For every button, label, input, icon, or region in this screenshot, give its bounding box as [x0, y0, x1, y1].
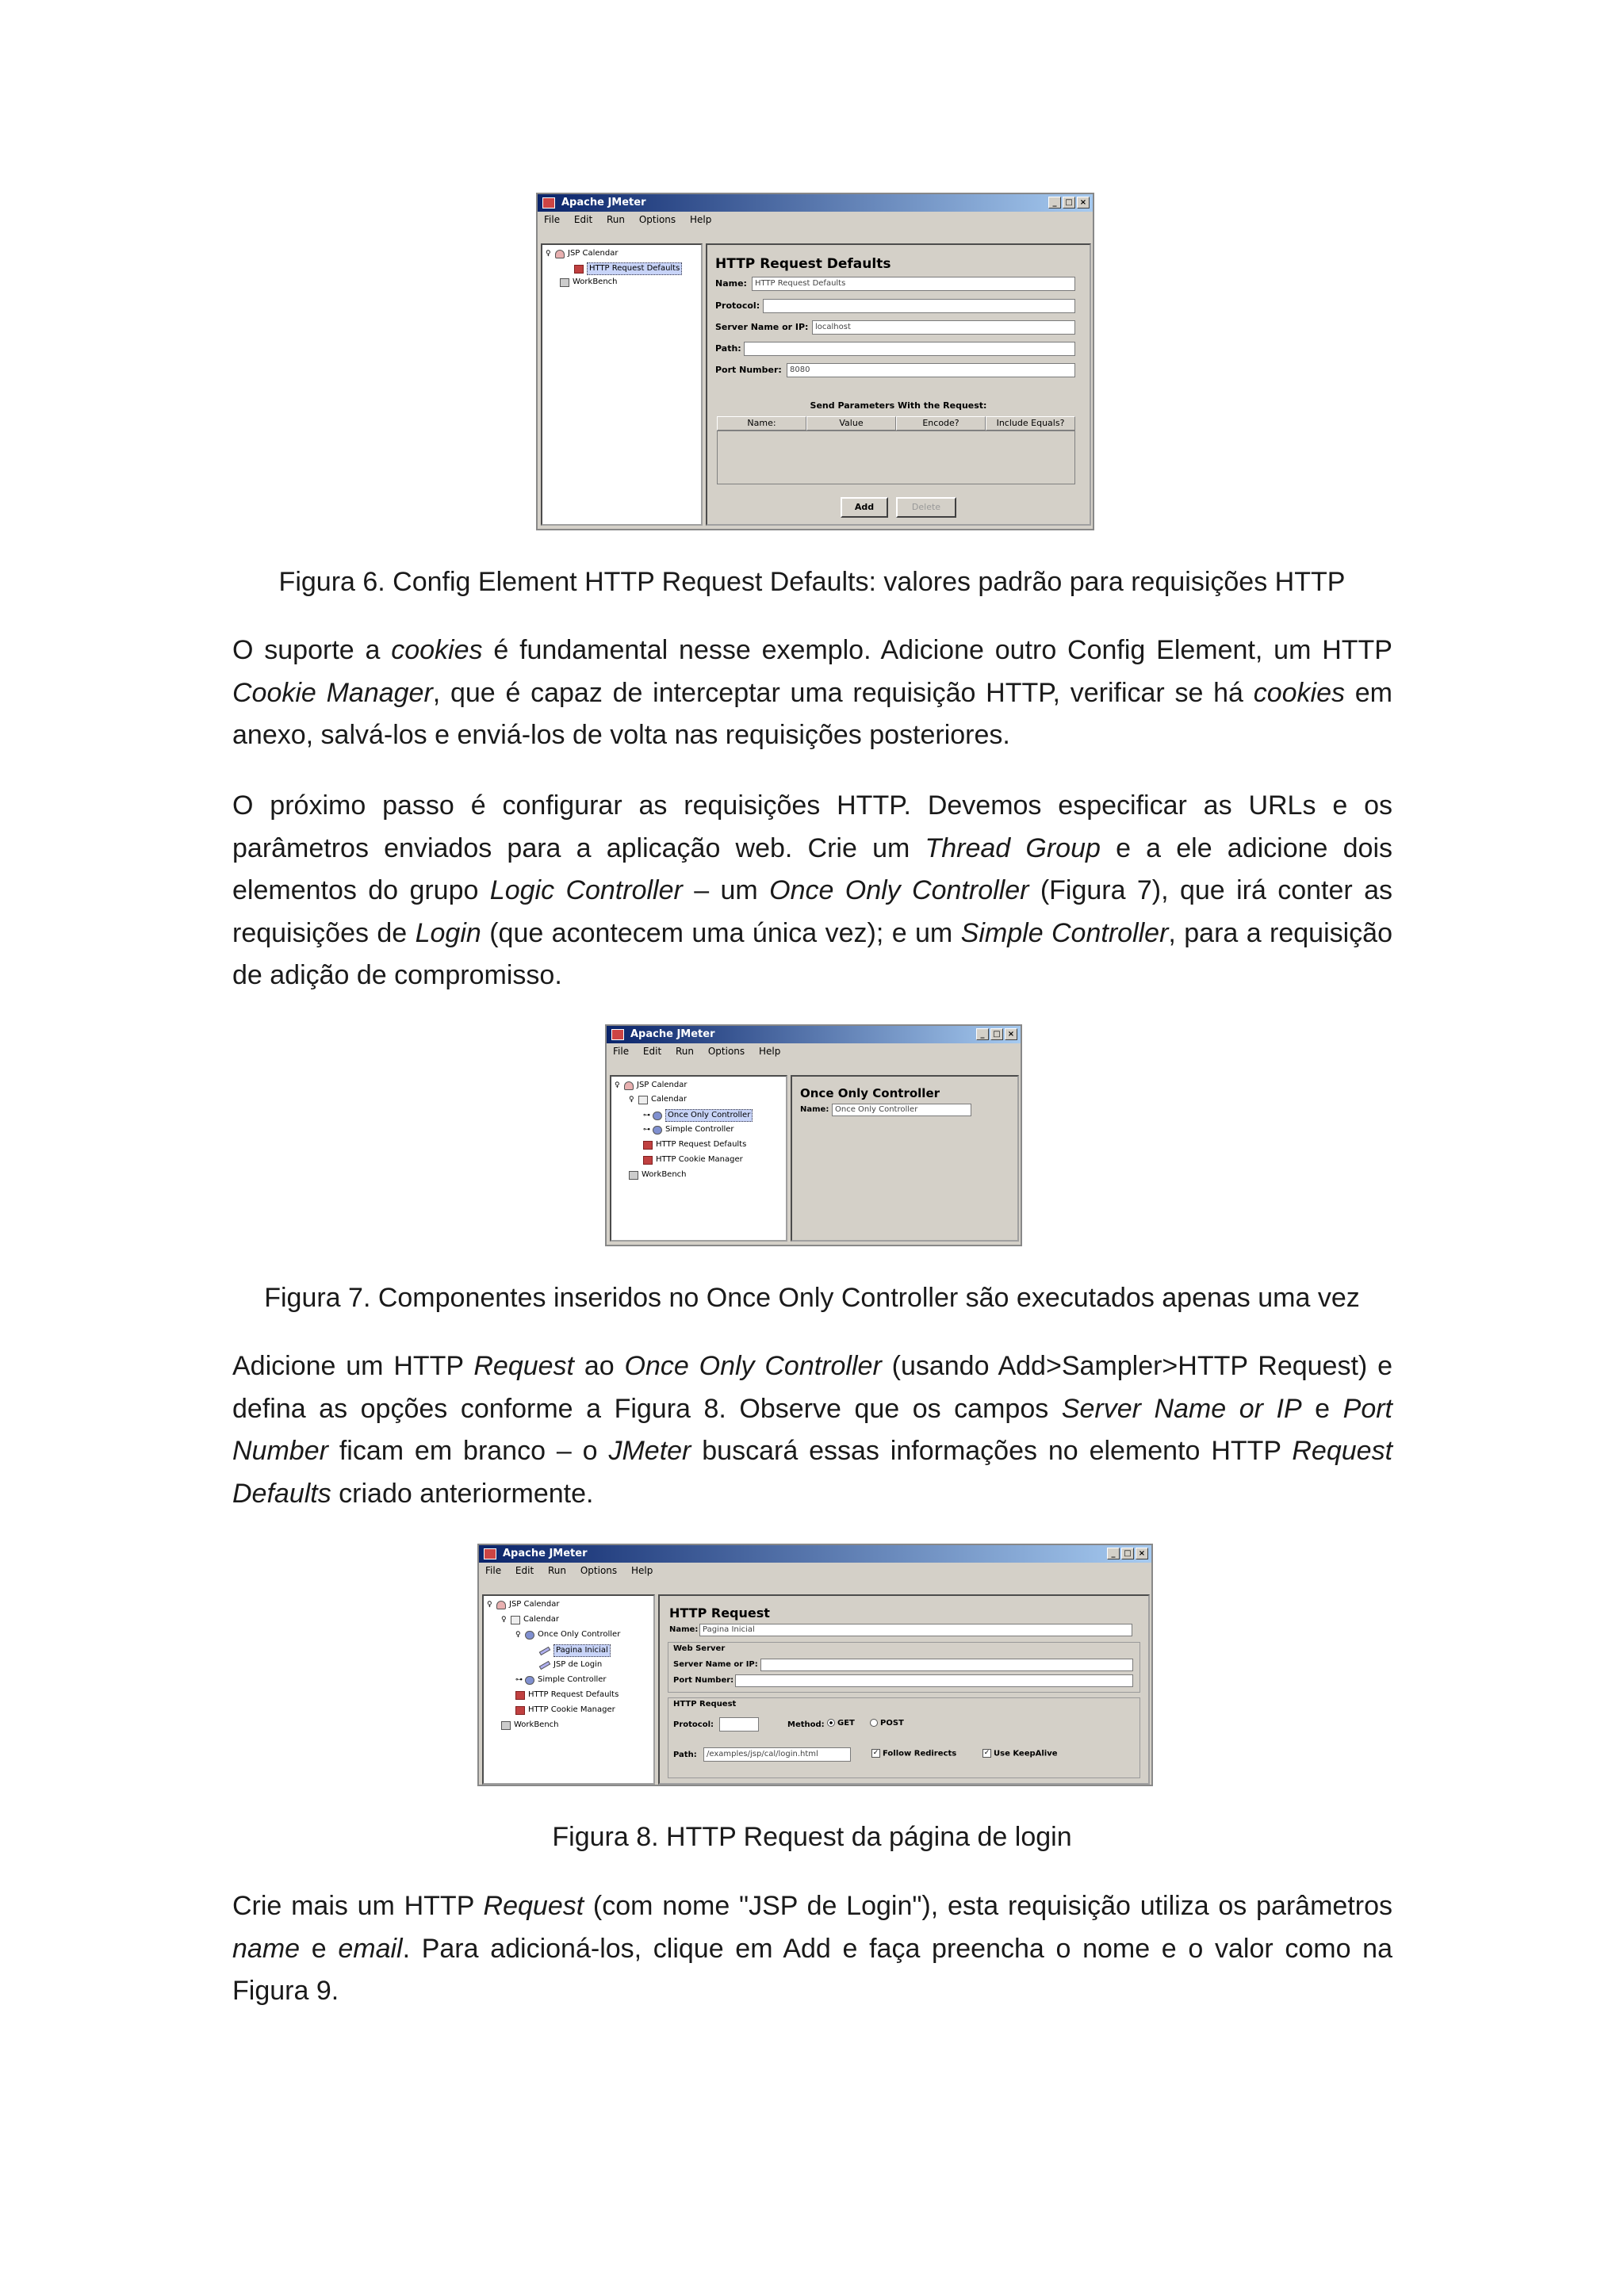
column-name[interactable]: Name:	[717, 416, 806, 430]
logic-controller-icon	[525, 1676, 534, 1685]
config-element-icon	[515, 1691, 525, 1700]
tree-expand-icon[interactable]: ♀	[615, 1081, 620, 1089]
close-icon[interactable]: ×	[1077, 197, 1090, 209]
name-field[interactable]: Once Only Controller	[832, 1104, 971, 1116]
menu-options[interactable]: Options	[580, 1565, 618, 1576]
tree-node-once-only-controller[interactable]: ♀ Once Only Controller	[515, 1630, 621, 1639]
http-request-panel	[658, 1594, 1150, 1785]
panel-title: HTTP Request Defaults	[715, 256, 891, 272]
tree-expand-icon[interactable]: ♀	[487, 1601, 492, 1609]
tree-node-http-request-defaults[interactable]: HTTP Request Defaults	[515, 1689, 619, 1701]
figure-7-jmeter-window	[605, 1024, 1022, 1246]
port-field[interactable]	[735, 1674, 1133, 1687]
menu-edit[interactable]: Edit	[515, 1565, 534, 1576]
parameters-table-body[interactable]	[717, 430, 1075, 484]
figure-8-caption: Figura 8. HTTP Request da página de login	[552, 1822, 1072, 1852]
test-plan-tree	[541, 243, 703, 526]
tree-node-pagina-inicial[interactable]: Pagina Inicial	[539, 1644, 611, 1657]
tree-node-simple-controller[interactable]: ⊶ Simple Controller	[515, 1675, 607, 1684]
window-controls	[1107, 1548, 1148, 1559]
tree-node-jsp-calendar[interactable]: ♀ JSP Calendar	[615, 1081, 688, 1089]
test-plan-icon	[496, 1601, 506, 1609]
name-label: Name:	[800, 1105, 829, 1114]
tree-node-workbench[interactable]: WorkBench	[560, 277, 618, 288]
logic-controller-icon	[653, 1112, 662, 1120]
http-request-title: HTTP Request	[673, 1700, 737, 1709]
menu-file[interactable]: File	[613, 1046, 630, 1057]
use-keepalive-checkbox[interactable]: ✓ Use KeepAlive	[983, 1749, 1058, 1758]
radio-unselected-icon	[870, 1719, 878, 1727]
path-field[interactable]	[744, 342, 1075, 356]
server-field[interactable]: localhost	[812, 320, 1075, 335]
tree-expand-icon[interactable]: ♀	[546, 250, 551, 258]
workbench-icon	[501, 1721, 511, 1730]
name-field[interactable]: HTTP Request Defaults	[752, 277, 1075, 291]
once-only-controller-panel	[791, 1075, 1019, 1242]
menu-help[interactable]: Help	[758, 1046, 781, 1057]
server-label: Server Name or IP:	[715, 322, 809, 332]
port-field[interactable]: 8080	[787, 363, 1075, 377]
close-icon[interactable]: ×	[1136, 1548, 1148, 1559]
tree-node-http-cookie-manager[interactable]: HTTP Cookie Manager	[643, 1154, 743, 1165]
menu-file[interactable]: File	[544, 214, 561, 225]
minimize-icon[interactable]: _	[1048, 197, 1061, 209]
tree-node-jsp-calendar[interactable]: ♀ JSP Calendar	[487, 1600, 560, 1609]
tree-collapse-icon[interactable]: ⊶	[643, 1112, 650, 1119]
port-label: Port Number:	[673, 1676, 734, 1685]
window-title-bar	[538, 194, 1093, 212]
http-request-defaults-panel	[706, 243, 1091, 526]
menu-options[interactable]: Options	[707, 1046, 745, 1057]
config-element-icon	[515, 1706, 525, 1715]
logic-controller-icon	[525, 1631, 534, 1640]
tree-node-http-cookie-manager[interactable]: HTTP Cookie Manager	[515, 1705, 615, 1716]
window-title-bar	[479, 1545, 1151, 1563]
menu-run[interactable]: Run	[607, 214, 626, 225]
paragraph-http-requests: O próximo passo é configurar as requisições HTTP. Devemos especificar as URLs e os parâmetros enviados para a aplicação web. Crie um Thread Group e a ele adicione dois elementos do grupo Logic Controller – um Once Only Controller (Figura 7), que irá conter as requisições de Login (que acontecem uma única vez); e um Simple Controller, para a requisição de adição de compromisso.	[232, 790, 1393, 990]
tree-node-http-request-defaults[interactable]: HTTP Request Defaults	[643, 1139, 746, 1150]
protocol-field[interactable]	[763, 299, 1075, 313]
figure-8-jmeter-window	[477, 1544, 1153, 1786]
path-label: Path:	[715, 343, 741, 354]
maximize-icon[interactable]: □	[990, 1028, 1003, 1040]
thread-group-icon	[638, 1096, 648, 1104]
method-get-option[interactable]: GET	[827, 1719, 855, 1728]
config-element-icon	[574, 265, 584, 274]
close-icon[interactable]: ×	[1005, 1028, 1017, 1040]
menu-bar	[607, 1043, 1021, 1059]
parameters-table-header	[717, 416, 1075, 430]
figure-6-jmeter-window	[536, 193, 1094, 530]
menu-file[interactable]: File	[485, 1565, 502, 1576]
panel-title: Once Only Controller	[800, 1086, 940, 1100]
test-plan-icon	[555, 250, 565, 258]
maximize-icon[interactable]: □	[1121, 1548, 1134, 1559]
config-element-icon	[643, 1156, 653, 1165]
path-label: Path:	[673, 1751, 697, 1759]
tree-node-jsp-de-login[interactable]: JSP de Login	[539, 1659, 602, 1670]
protocol-label: Protocol:	[673, 1720, 714, 1729]
radio-selected-icon	[827, 1719, 835, 1727]
logic-controller-icon	[653, 1126, 662, 1135]
window-title: Apache JMeter	[630, 1028, 715, 1040]
add-button[interactable]: Add	[841, 497, 888, 518]
name-label: Name:	[669, 1625, 699, 1634]
tree-node-http-request-defaults[interactable]: HTTP Request Defaults	[574, 262, 682, 275]
send-parameters-title: Send Parameters With the Request:	[810, 400, 987, 411]
checkbox-checked-icon: ✓	[872, 1749, 879, 1757]
method-post-option[interactable]: POST	[870, 1719, 904, 1728]
figure-7-caption: Figura 7. Componentes inseridos no Once Only Controller são executados apenas uma vez	[264, 1283, 1360, 1313]
menu-edit[interactable]: Edit	[573, 214, 593, 225]
panel-title: HTTP Request	[669, 1605, 770, 1621]
jmeter-app-icon	[611, 1029, 624, 1040]
tree-collapse-icon[interactable]: ⊶	[515, 1676, 523, 1684]
tree-expand-icon[interactable]: ♀	[501, 1616, 507, 1624]
server-label: Server Name or IP:	[673, 1660, 758, 1669]
protocol-field[interactable]	[719, 1717, 759, 1732]
web-server-title: Web Server	[673, 1644, 726, 1653]
sampler-icon	[539, 1646, 551, 1655]
tree-node-once-only-controller[interactable]: ⊶ Once Only Controller	[643, 1109, 753, 1122]
maximize-icon[interactable]: □	[1063, 197, 1075, 209]
workbench-icon	[560, 278, 569, 287]
web-server-group	[668, 1642, 1140, 1693]
follow-redirects-checkbox[interactable]: ✓ Follow Redirects	[872, 1749, 957, 1758]
test-plan-tree	[610, 1075, 787, 1242]
http-request-group	[668, 1697, 1140, 1778]
menu-run[interactable]: Run	[548, 1565, 567, 1576]
tree-expand-icon[interactable]: ♀	[515, 1631, 521, 1639]
menu-help[interactable]: Help	[630, 1565, 653, 1576]
path-field[interactable]: /examples/jsp/cal/login.html	[703, 1747, 851, 1762]
jmeter-app-icon	[484, 1548, 496, 1559]
thread-group-icon	[511, 1616, 520, 1624]
menu-bar	[538, 212, 1093, 228]
paragraph-jsp-login: Crie mais um HTTP Request (com nome "JSP de Login"), esta requisição utiliza os parâmetros name e email. Para adicioná-los, clique em Add e faça preencha o nome e o valor como na Figura 9.	[232, 1891, 1392, 2006]
workbench-icon	[629, 1171, 638, 1180]
method-label: Method:	[787, 1720, 825, 1729]
window-title: Apache JMeter	[561, 197, 646, 209]
tree-node-calendar[interactable]: ♀ Calendar	[501, 1615, 559, 1624]
column-include-equals[interactable]: Include Equals?	[986, 416, 1075, 430]
tree-expand-icon[interactable]: ♀	[629, 1096, 634, 1104]
config-element-icon	[643, 1141, 653, 1150]
name-label: Name:	[715, 278, 747, 289]
test-plan-tree	[482, 1594, 655, 1785]
window-title: Apache JMeter	[503, 1548, 588, 1559]
tree-node-calendar[interactable]: ♀ Calendar	[629, 1095, 687, 1104]
tree-node-workbench[interactable]: WorkBench	[501, 1720, 559, 1731]
delete-button[interactable]: Delete	[896, 497, 956, 518]
paragraph-http-request-options: Adicione um HTTP Request ao Once Only Controller (usando Add>Sampler>HTTP Request) e defina as opções conforme a Figura 8. Observe que os campos Server Name or IP e Port Number ficam em branco – o JMeter buscará essas informações no elemento HTTP Request Defaults criado anteriormente.	[232, 1351, 1393, 1509]
menu-help[interactable]: Help	[689, 214, 712, 225]
paragraph-cookies: O suporte a cookies é fundamental nesse exemplo. Adicione outro Config Element, um HTTP Cookie Manager, que é capaz de interceptar uma requisição HTTP, verificar se há cookies em anexo, salvá-los e enviá-los de volta nas requisições posteriores.	[232, 635, 1392, 750]
window-controls	[1048, 197, 1090, 209]
tree-collapse-icon[interactable]: ⊶	[643, 1126, 650, 1134]
name-field[interactable]: Pagina Inicial	[699, 1624, 1132, 1636]
tree-node-workbench[interactable]: WorkBench	[629, 1169, 687, 1181]
menu-edit[interactable]: Edit	[642, 1046, 662, 1057]
tree-node-jsp-calendar[interactable]: ♀ JSP Calendar	[546, 249, 619, 258]
figure-6-caption: Figura 6. Config Element HTTP Request Defaults: valores padrão para requisições HTTP	[278, 567, 1346, 597]
menu-options[interactable]: Options	[638, 214, 676, 225]
minimize-icon[interactable]: _	[1107, 1548, 1120, 1559]
menu-run[interactable]: Run	[676, 1046, 695, 1057]
protocol-label: Protocol:	[715, 300, 760, 311]
checkbox-checked-icon: ✓	[983, 1749, 990, 1757]
window-title-bar	[607, 1026, 1021, 1043]
tree-node-simple-controller[interactable]: ⊶ Simple Controller	[643, 1125, 734, 1134]
menu-bar	[479, 1563, 1151, 1578]
column-value[interactable]: Value	[806, 416, 896, 430]
column-encode[interactable]: Encode?	[896, 416, 986, 430]
sampler-icon	[539, 1660, 551, 1669]
jmeter-app-icon	[542, 197, 555, 209]
server-field[interactable]	[760, 1659, 1133, 1671]
minimize-icon[interactable]: _	[976, 1028, 989, 1040]
test-plan-icon	[624, 1081, 634, 1090]
window-controls	[976, 1028, 1017, 1040]
port-label: Port Number:	[715, 365, 782, 375]
